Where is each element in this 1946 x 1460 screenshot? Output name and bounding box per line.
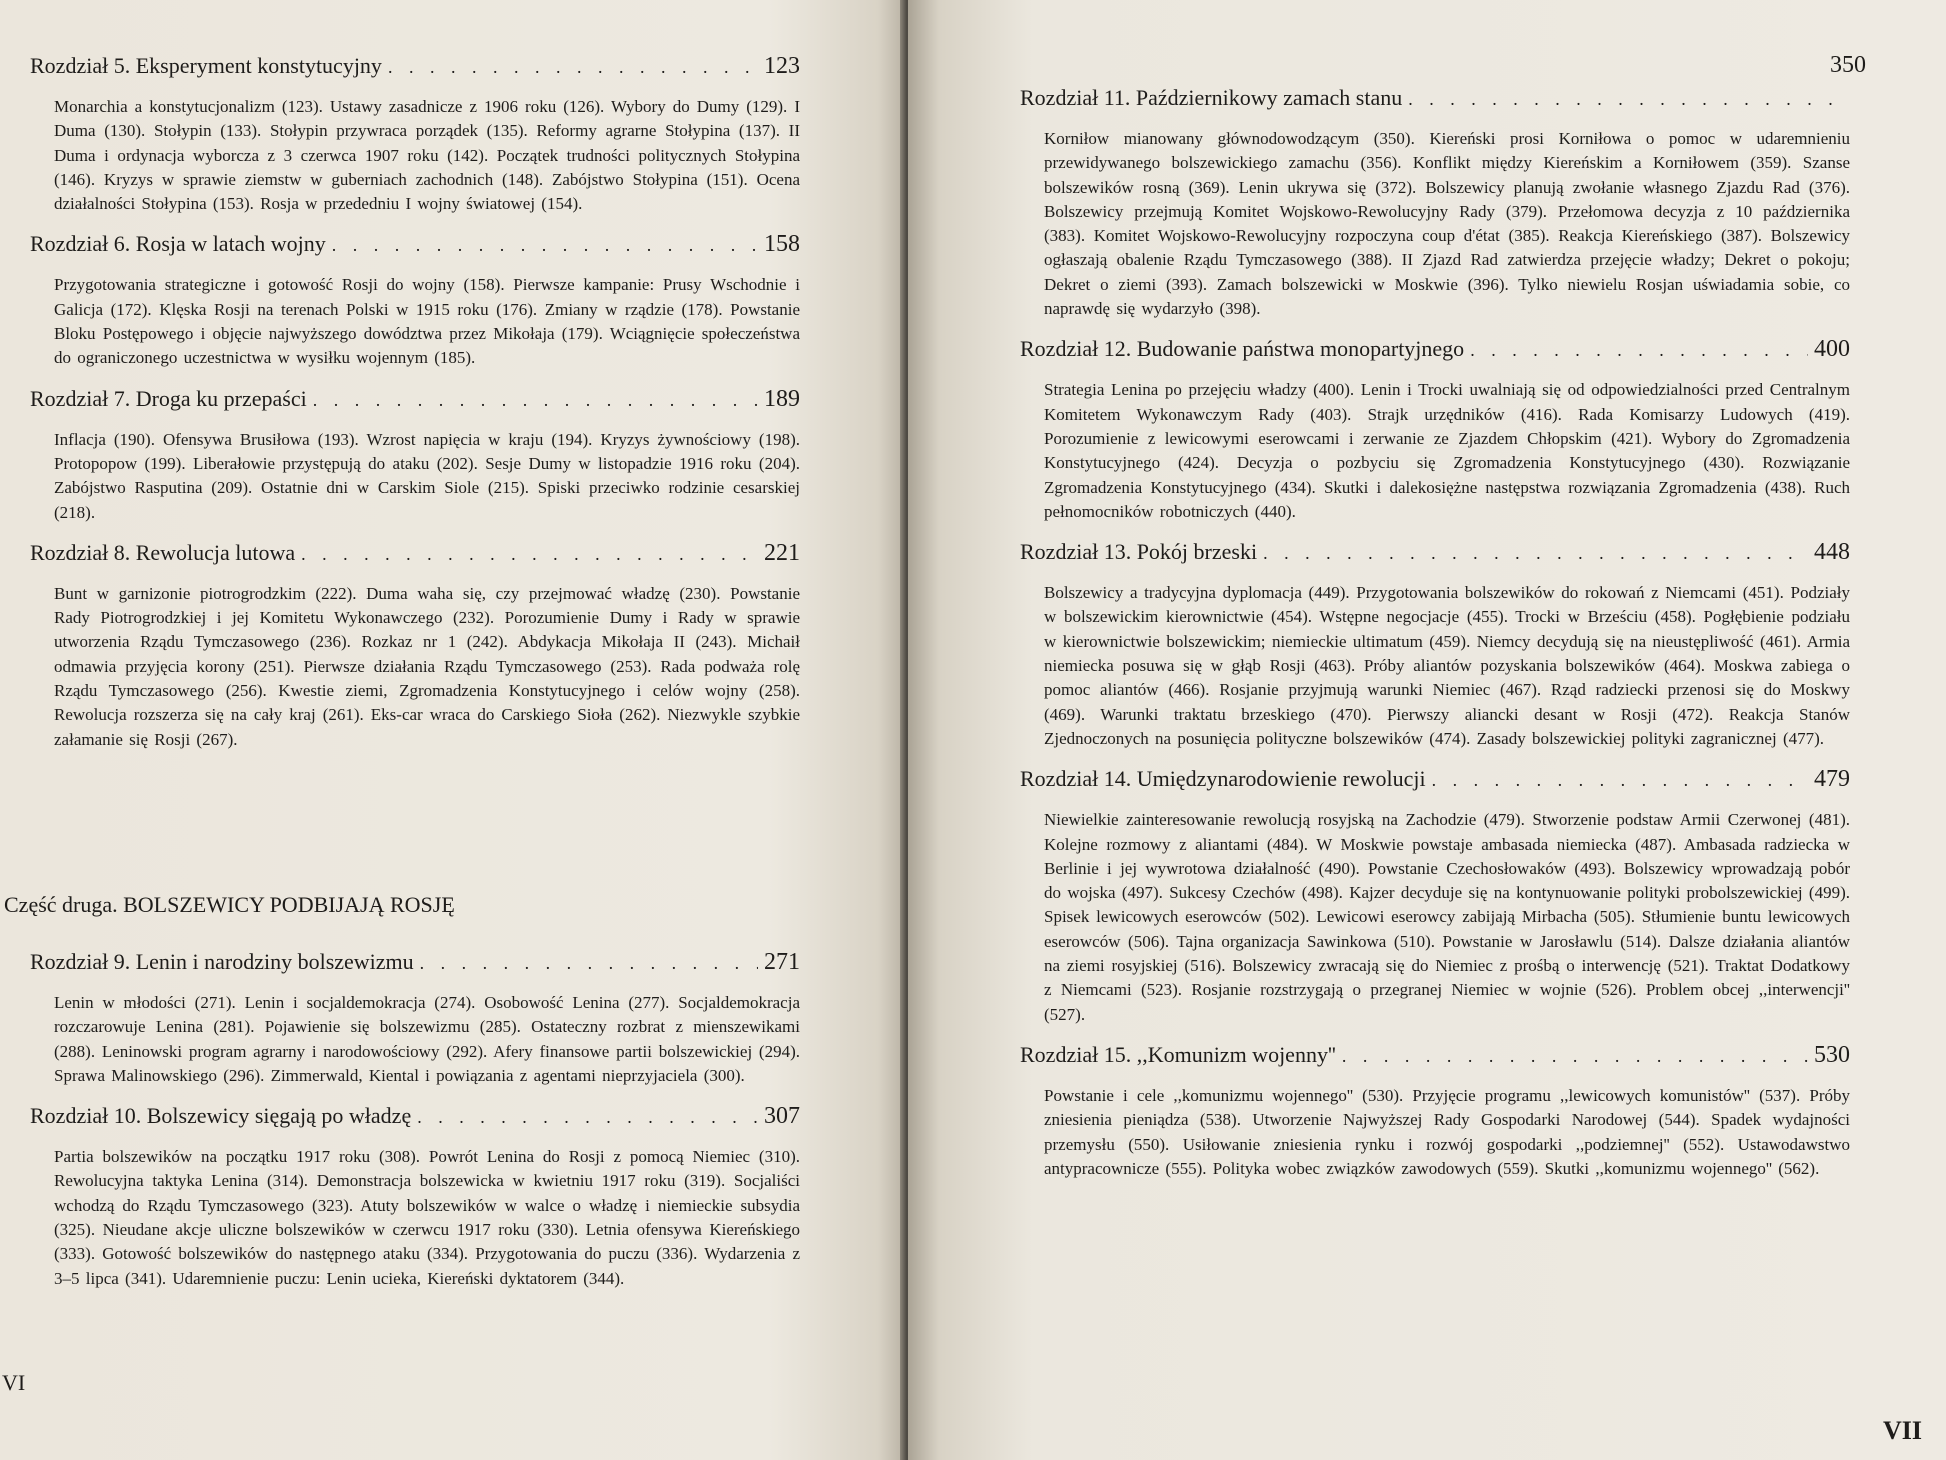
chapter-summary: Niewielkie zainteresowanie rewolucją rosyjską na Zachodzie (479). Stworzenie podstaw Armii Czerwonej (481). Kolejne rozmowy z aliantami (484). W Moskwie powstaje ambasada niemiecka (487). Ambasada radziecka w Berlinie i jej wywrotowa działalność (490). Powstanie Czechosłowaków (493). Bolszewicy wprowadzają pobór do wojska (497). Sukcesy Czechów (498). Kajzer decyduje się na kontynuowanie polityki probolszewickiej (499). Spisek lewicowych eserowców (502). Lewicowi eserowcy zabijają Mirbacha (505). Stłumienie buntu lewicowych eserowców (506). Tajna organizacja Sawinkowa (510). Powstanie w Jarosławlu (514). Dalsze działania aliantów na ziemi rosyjskiej (516). Bolszewicy zwracają się do Niemiec z prośbą o interwencję (521). Traktat Dodatkowy z Niemcami (523). Rosjanie rozstrzygają o przegranej Niemiec w wojnie (526). Problem obcej ,,interwencji'' (527).: [1044, 810, 1850, 1024]
chapter-title: Rozdział 9. Lenin i narodziny bolszewizmu: [30, 949, 414, 974]
chapter-title: Rozdział 6. Rosja w latach wojny: [30, 231, 326, 257]
chapter-title: Rozdział 12. Budowanie państwa monopartyjnego: [1020, 336, 1465, 362]
chapter-title: Rozdział 11. Październikowy zamach stanu: [1020, 85, 1403, 110]
chapter-heading: [30, 52, 800, 81]
toc-chapter: [1020, 335, 1850, 524]
toc-chapter: [1020, 84, 1850, 321]
chapter-summary: Powstanie i cele ,,komunizmu wojennego'' (530). Przyjęcie programu ,,lewicowych komunistów'' (537). Próby zniesienia pieniądza (538). Utworzenie Najwyższej Rady Gospodarki Narodowej (544). Spadek wydajności przemysłu (550). Usiłowanie zniesienia rynku i rozwój gospodarki ,,podziemnej'' (552). Ustawodawstwo antypracownicze (555). Polityka wobec związków zawodowych (559). Skutki ,,komunizmu wojennego'' (562).: [1044, 1085, 1850, 1178]
toc-chapter: [30, 52, 800, 216]
chapter-title: Rozdział 10. Bolszewicy sięgają po władzę: [30, 1103, 412, 1129]
toc-chapter: [30, 385, 800, 525]
dot-leader: [1342, 1042, 1808, 1070]
left-page: [0, 0, 905, 1460]
chapter-page-number: 123: [764, 53, 800, 79]
toc-chapter: [30, 539, 800, 752]
dot-leader: [1470, 336, 1808, 364]
chapter-heading: [30, 1102, 800, 1131]
chapter-summary: Inflacja (190). Ofensywa Brusiłowa (193). Wzrost napięcia w kraju (194). Kryzys żywnościowy (198). Protopopow (199). Liberałowie przystępują do ataku (202). Sesje Dumy w listopadzie 1916 roku (204). Zabójstwo Rasputina (209). Ostatnie dni w Carskim Siole (215). Spiski przeciwko rodzinie cesarskiej (218).: [54, 429, 800, 522]
chapter-page-number: 479: [1814, 766, 1850, 793]
chapter-page-number: 271: [764, 949, 800, 975]
dot-leader: [417, 1103, 758, 1131]
dot-leader: [388, 53, 758, 81]
left-toc-column-part2: [30, 948, 800, 1305]
chapter-summary: Bolszewicy a tradycyjna dyplomacja (449). Przygotowania bolszewików do rokowań z Niemcami (451). Podziały w bolszewickim kierownictwie (454). Wstępne negocjacje (455). Trocki w Brześciu (458). Pogłębienie podziału w kierownictwie bolszewickim; niemieckie ultimatum (459). Niemcy decydują się na nieustępliwość (461). Armia niemiecka posuwa się w głąb Rosji (463). Próby aliantów pozyskania bolszewików (464). Moskwa zabiega o pomoc aliantów (466). Rosjanie przyjmują warunki Niemiec (467). Rząd radziecki przenosi się do Moskwy (469). Warunki traktatu brzeskiego (470). Pierwszy aliancki desant w Rosji (472). Reakcja Stanów Zjednoczonych na posunięcia polityczne bolszewików (474). Zasady bolszewickiej polityki zagranicznej (477).: [1044, 583, 1850, 748]
chapter-summary: Bunt w garnizonie piotrogrodzkim (222). Duma waha się, czy przejmować władzę (230). Powstanie Rady Piotrogrodzkiej i jej Komitetu Wykonawczego (232). Porozumienie Dumy i Rady w sprawie utworzenia Rządu Tymczasowego (236). Rozkaz nr 1 (242). Abdykacja Mikołaja II (243). Michaił odmawia przyjęcia korony (251). Pierwsze działania Rządu Tymczasowego (253). Rada podważa rolę Rządu Tymczasowego (256). Kwestie ziemi, Zgromadzenia Konstytucyjnego i celów wojny (258). Rewolucja rozszerza się na cały kraj (261). Eks-car wraca do Carskiego Sioła (262). Niezwykle szybkie załamanie się Rosji (267).: [54, 583, 800, 749]
dot-leader: [1408, 85, 1844, 113]
toc-chapter: [30, 948, 800, 1088]
chapter-page-number: 307: [764, 1103, 800, 1130]
dot-leader: [1432, 766, 1808, 794]
chapter-heading: [1020, 335, 1850, 364]
chapter-summary: Strategia Lenina po przejęciu władzy (400). Lenin i Trocki uwalniają się od odpowiedzialności przed Centralnym Komitetem Wykonawczym Rady (403). Strajk urzędników (416). Rada Komisarzy Ludowych (419). Porozumienie z lewicowymi eserowcami i zerwanie ze Zjazdem Chłopskim (421). Wybory do Zgromadzenia Konstytucyjnego (424). Decyzja o pozbyciu się Zgromadzenia Konstytucyjnego (430). Rozwiązanie Zgromadzenia Konstytucyjnego (434). Skutki i dalekosiężne następstwa rozwiązania Zgromadzenia (438). Ruch pełnomocników robotniczych (440).: [1044, 380, 1850, 521]
chapter-page-number: 400: [1814, 336, 1850, 363]
chapter-summary: Przygotowania strategiczne i gotowość Rosji do wojny (158). Pierwsze kampanie: Prusy Wschodnie i Galicja (172). Klęska Rosji na terenach Polski w 1915 roku (176). Zmiany w rządzie (178). Powstanie Bloku Postępowego i objęcie najwyższego dowództwa przez Mikołaja (179). Wciągnięcie społeczeństwa do ograniczonego uczestnictwa w wysiłku wojennym (185).: [54, 275, 800, 368]
chapter-title: Rozdział 5. Eksperyment konstytucyjny: [30, 53, 382, 78]
chapter-title: Rozdział 13. Pokój brzeski: [1020, 539, 1258, 565]
chapter-page-number: 221: [764, 539, 800, 566]
chapter-title: Rozdział 7. Droga ku przepaści: [30, 385, 307, 411]
chapter-heading: [30, 539, 800, 568]
toc-chapter: [30, 230, 800, 370]
chapter-title: Rozdział 8. Rewolucja lutowa: [30, 539, 296, 565]
running-page-number-left: VI: [2, 1370, 26, 1395]
chapter-title: Rozdział 15. ,,Komunizm wojenny'': [1020, 1041, 1336, 1067]
toc-chapter: [1020, 765, 1850, 1027]
dot-leader: [420, 949, 758, 977]
chapter-page-number: 158: [764, 231, 800, 258]
chapter-heading: [30, 948, 800, 977]
left-toc-column: [30, 52, 800, 766]
toc-chapter: [1020, 1041, 1850, 1181]
dot-leader: [332, 231, 758, 259]
dot-leader: [301, 540, 758, 568]
part-heading: Część druga. BOLSZEWICY PODBIJAJĄ ROSJĘ: [4, 892, 455, 917]
right-toc-column: [1020, 84, 1850, 1195]
chapter-summary: Monarchia a konstytucjonalizm (123). Ustawy zasadnicze z 1906 roku (126). Wybory do Dumy (129). I Duma (130). Stołypin (133). Stołypin przywraca porządek (135). Reformy agrarne Stołypina (137). II Duma i ordynacja wyborcza z 3 czerwca 1907 roku (142). Początek trudności politycznych Stołypina (146). Kryzys w sprawie ziemstw w guberniach zachodnich (148). Zabójstwo Stołypina (151). Ocena działalności Stołypina (153). Rosja w przededniu I wojny światowej (154).: [54, 97, 800, 214]
chapter-heading: [1020, 538, 1850, 567]
chapter-summary: Korniłow mianowany głównodowodzącym (350). Kiereński prosi Korniłowa o pomoc w udaremnieniu przewidywanego bolszewickiego zamachu (356). Konflikt między Kiereńskim a Korniłowem (359). Szanse bolszewików rosną (369). Lenin ukrywa się (372). Bolszewicy planują zwołanie własnego Zjazdu Rad (376). Bolszewicy przejmują Komitet Wojskowo-Rewolucyjny Rady (379). Przełomowa decyzja z 10 października (383). Komitet Wojskowo-Rewolucyjny rozpoczyna coup d'état (385). Reakcja Kiereńskiego (387). Bolszewicy ogłaszają obalenie Rządu Tymczasowego (388). II Zjazd Rad zatwierdza przejęcie władzy; Dekret o pokoju; Dekret o ziemi (393). Zamach bolszewicki w Moskwie (396). Tylko niewielu Rosjan uświadamia sobie, co naprawdę się wydarzyło (398).: [1044, 129, 1850, 319]
chapter-heading: [30, 385, 800, 414]
chapter-page-number: 189: [764, 385, 800, 412]
chapter-page-number-top: 350: [1830, 52, 1866, 78]
chapter-heading: [1020, 765, 1850, 794]
chapter-heading: [1020, 1041, 1850, 1070]
toc-chapter: [30, 1102, 800, 1291]
dot-leader: [313, 386, 758, 414]
chapter-page-number: 448: [1814, 539, 1850, 566]
chapter-page-number: 530: [1814, 1041, 1850, 1068]
chapter-heading: [1020, 84, 1850, 113]
running-page-number-right: VII: [1883, 1416, 1923, 1445]
dot-leader: [1263, 539, 1808, 567]
toc-chapter: [1020, 538, 1850, 751]
chapter-title: Rozdział 14. Umiędzynarodowienie rewolucji: [1020, 766, 1426, 792]
chapter-heading: [30, 230, 800, 259]
chapter-summary: Lenin w młodości (271). Lenin i socjaldemokracja (274). Osobowość Lenina (277). Socjaldemokracja rozczarowuje Lenina (281). Pojawienie się bolszewizmu (285). Ostateczny rozbrat z mienszewikami (288). Leninowski program agrarny i narodowościowy (292). Afery finansowe partii bolszewickiej (294). Sprawa Malinowskiego (296). Zimmerwald, Kiental i powiązania z agentami nieprzyjaciela (300).: [54, 993, 800, 1085]
chapter-summary: Partia bolszewików na początku 1917 roku (308). Powrót Lenina do Rosji z pomocą Niemiec (310). Rewolucyjna taktyka Lenina (314). Demonstracja bolszewicka w kwietniu 1917 roku (319). Socjaliści wchodzą do Rządu Tymczasowego (323). Atuty bolszewików w walce o władzę i niemieckie subsydia (325). Nieudane akcje uliczne bolszewików w czerwcu 1917 roku (330). Letnia ofensywa Kiereńskiego (333). Gotowość bolszewików do następnego ataku (334). Przygotowania do puczu (336). Wydarzenia z 3–5 lipca (341). Udaremnienie puczu: Lenin ucieka, Kiereński dyktatorem (344).: [54, 1147, 800, 1288]
